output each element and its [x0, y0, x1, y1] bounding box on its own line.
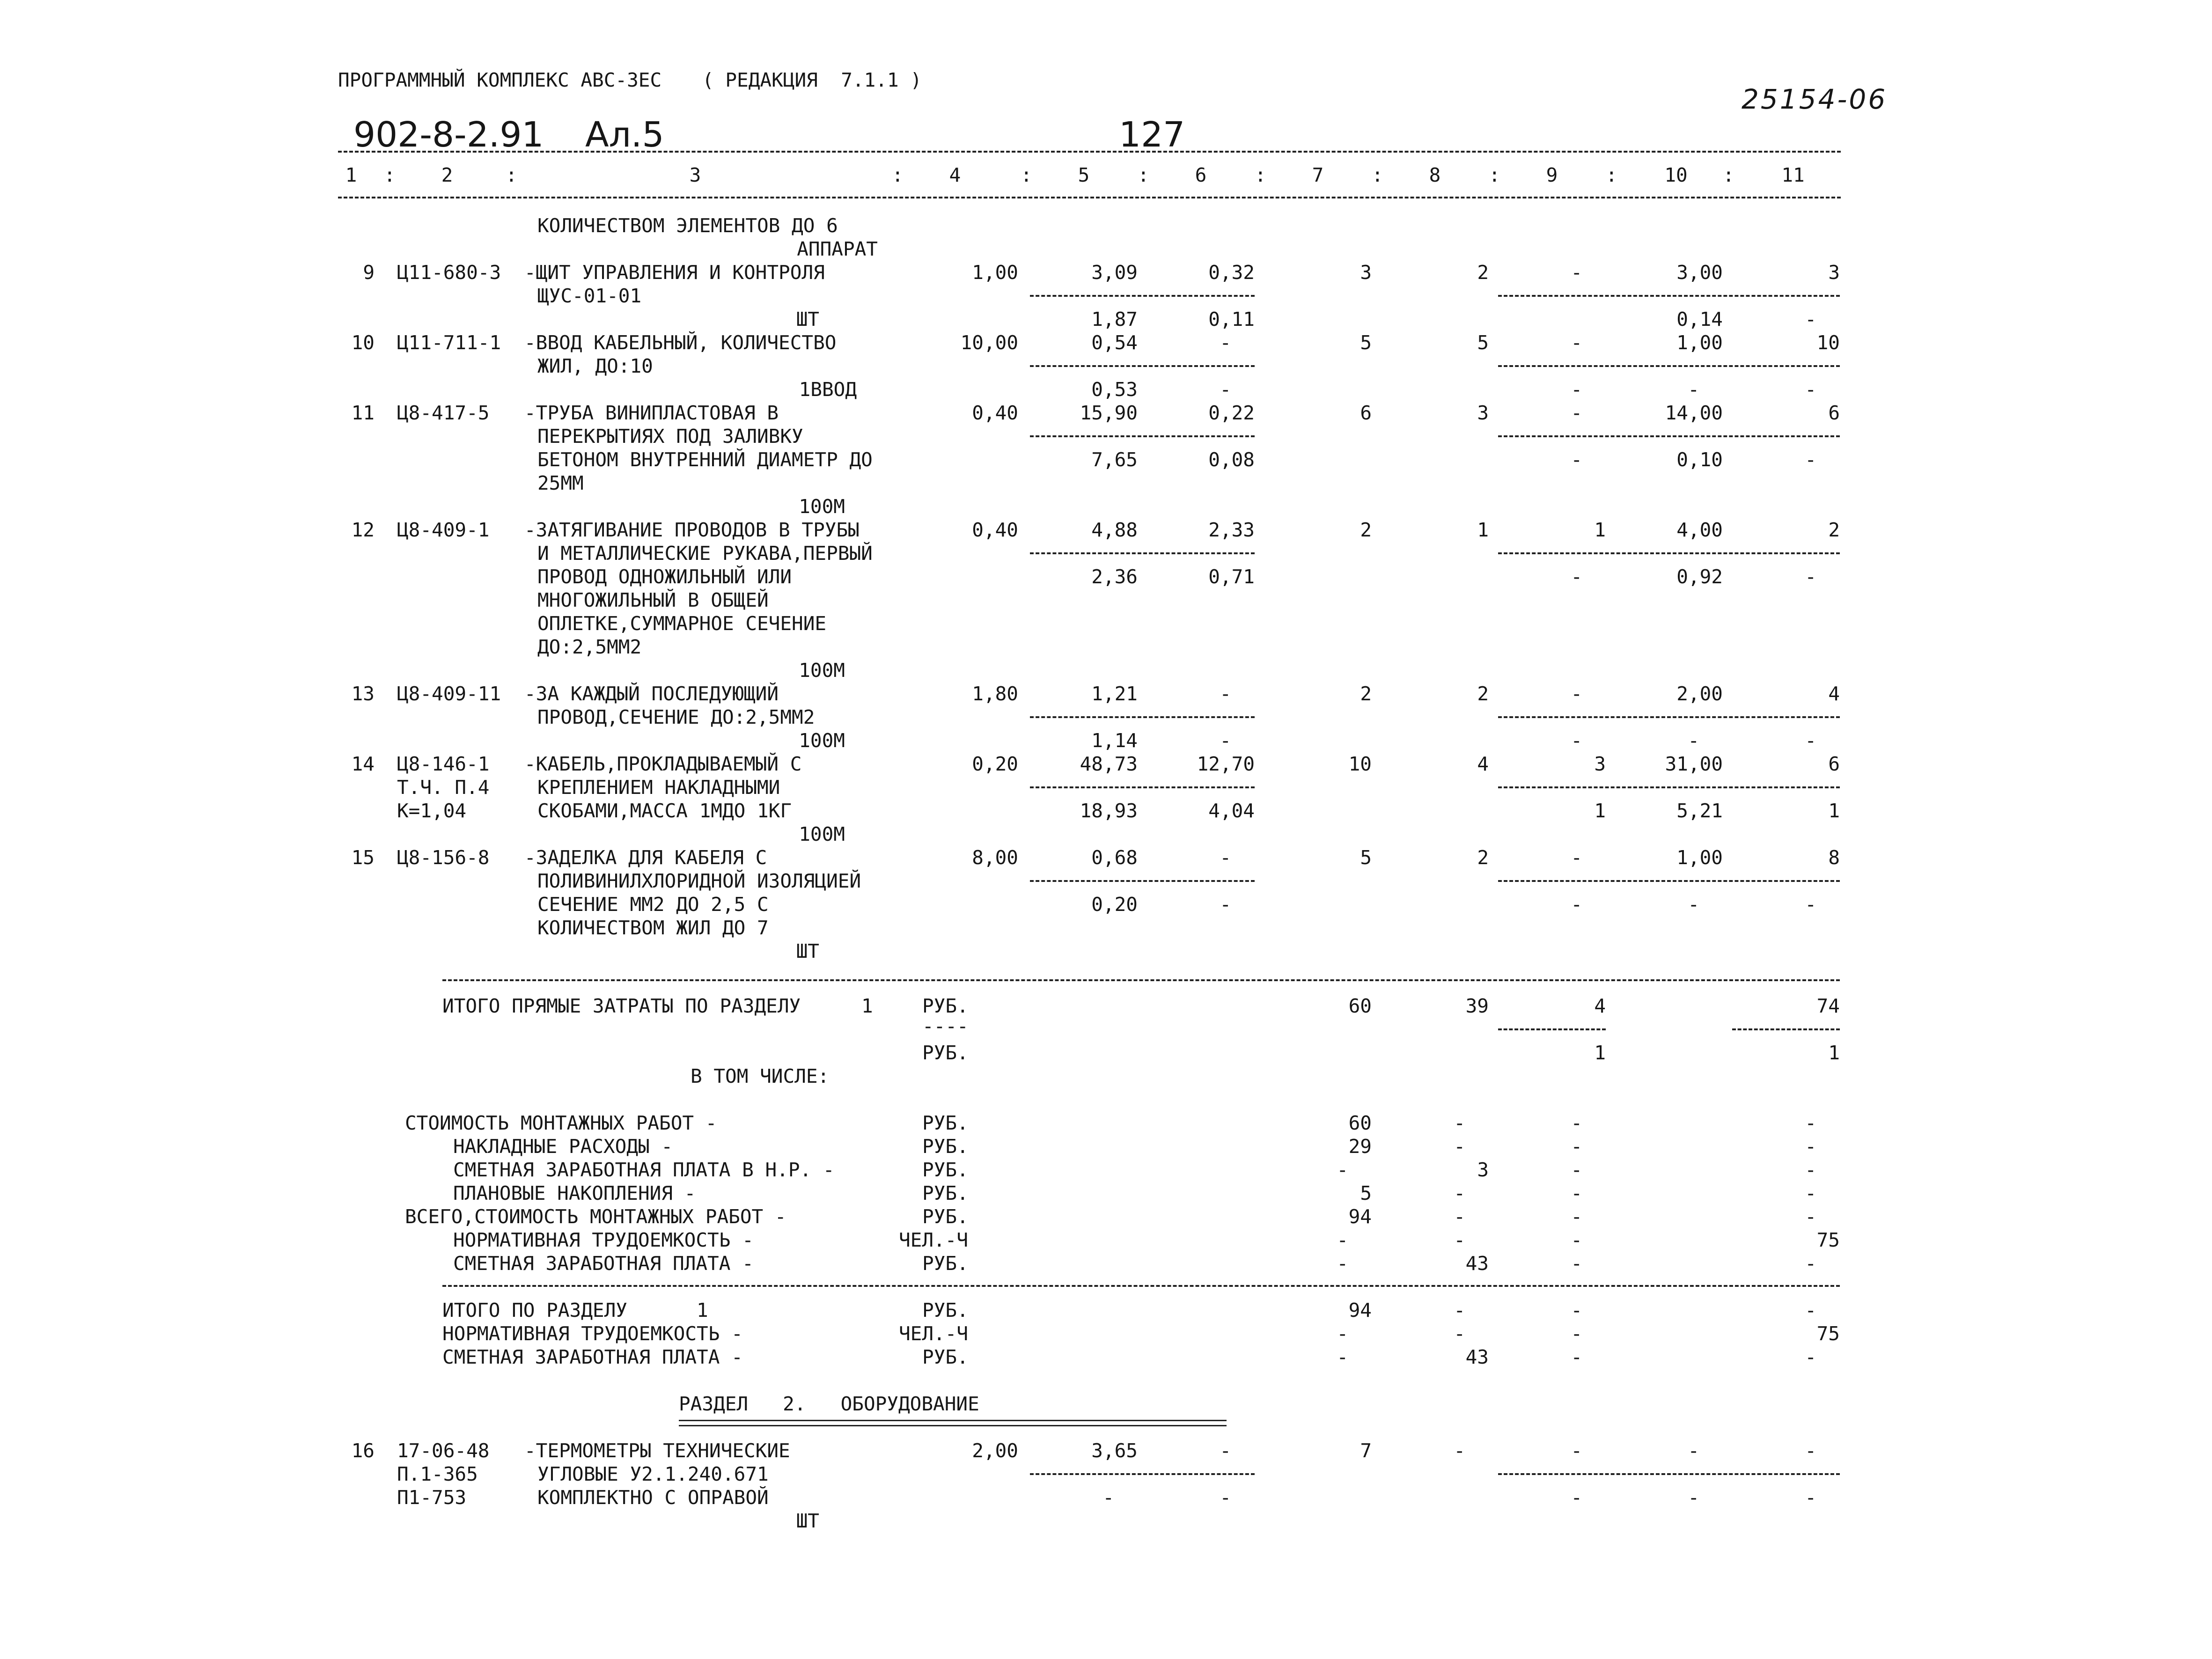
item-description: КОМПЛЕКТНО С ОПРАВОЙ: [537, 1486, 769, 1509]
item-col9-sub: 1: [1594, 800, 1606, 822]
summary-unit: РУБ.: [922, 1182, 969, 1204]
item-col10-sub: 0,10: [1676, 448, 1723, 471]
item-number: 15: [351, 846, 375, 869]
item-description: КОЛИЧЕСТВОМ ЭЛЕМЕНТОВ ДО 6: [537, 214, 838, 237]
item-col10-sub: 0,92: [1676, 565, 1723, 588]
item-col10: 4,00: [1676, 519, 1723, 541]
item-col7: 5: [1360, 331, 1372, 354]
col-5-label: 5: [1078, 164, 1090, 186]
item-col10: 1,00: [1676, 331, 1723, 354]
section-total-unit-underline: ----: [922, 1015, 969, 1037]
summary-col8: -: [1454, 1135, 1465, 1158]
item-col5: 1,21: [1091, 683, 1138, 705]
item-col6-sub: 0,08: [1208, 448, 1255, 471]
item-quantity: 1,00: [972, 261, 1018, 284]
col-7-label: 7: [1312, 164, 1324, 186]
summary-col8: -: [1454, 1205, 1465, 1228]
item-col8: 3: [1477, 402, 1489, 424]
item-unit: ШТ: [796, 940, 819, 962]
item-col9-sub: -: [1571, 448, 1582, 471]
summary-col7: -: [1337, 1229, 1348, 1251]
item-quantity: 2,00: [972, 1439, 1018, 1462]
item-col6: 0,32: [1208, 261, 1255, 284]
item-quantity: 10,00: [960, 331, 1018, 354]
section-total-unit: РУБ.: [922, 995, 969, 1017]
section-total-col9-sub: 1: [1594, 1042, 1606, 1064]
item-col7: 7: [1360, 1439, 1372, 1462]
summary-unit: РУБ.: [922, 1135, 969, 1158]
section-total-col11: 74: [1816, 995, 1840, 1017]
summary-col11: -: [1805, 1252, 1816, 1275]
totals-col11: -: [1805, 1299, 1816, 1321]
col-3-label: 3: [689, 164, 701, 186]
item-description: ПРОВОД ОДНОЖИЛЬНЫЙ ИЛИ: [537, 565, 792, 588]
project-code: 902-8-2.91: [353, 115, 544, 155]
summary-col8: 43: [1465, 1252, 1489, 1275]
item-col5: 0,68: [1091, 846, 1138, 869]
summary-unit: РУБ.: [922, 1252, 969, 1275]
item-number: 12: [351, 519, 375, 541]
item-description: -ЗАДЕЛКА ДЛЯ КАБЕЛЯ С: [524, 846, 767, 869]
item-code: 17-06-48: [397, 1439, 490, 1462]
item-col11-sub: -: [1805, 1486, 1816, 1509]
item-description: МНОГОЖИЛЬНЫЙ В ОБЩЕЙ: [537, 589, 769, 611]
item-description: СЕЧЕНИЕ ММ2 ДО 2,5 С: [537, 893, 769, 916]
totals-col8: -: [1454, 1322, 1465, 1345]
totals-label: НОРМАТИВНАЯ ТРУДОЕМКОСТЬ -: [442, 1322, 743, 1345]
item-code: П.1-365: [397, 1463, 478, 1485]
summary-col9: -: [1571, 1252, 1582, 1275]
summary-col11: -: [1805, 1135, 1816, 1158]
item-number: 13: [351, 683, 375, 705]
item-description: -ТРУБА ВИНИПЛАСТОВАЯ В: [524, 402, 779, 424]
item-col5-sub: 0,20: [1091, 893, 1138, 916]
section-total-col7: 60: [1348, 995, 1372, 1017]
item-number: 11: [351, 402, 375, 424]
item-col10: 31,00: [1665, 753, 1723, 775]
section-2-underline: [679, 1420, 1227, 1426]
item-col6-sub: 4,04: [1208, 800, 1255, 822]
summary-col7: 5: [1360, 1182, 1372, 1204]
item-col11-sub: -: [1805, 308, 1816, 330]
item-number: 14: [351, 753, 375, 775]
item-quantity: 1,80: [972, 683, 1018, 705]
item-col6: -: [1220, 331, 1231, 354]
col-9-label: 9: [1546, 164, 1558, 186]
item-col11: 10: [1816, 331, 1840, 354]
item-col5: 3,09: [1091, 261, 1138, 284]
item-col9: -: [1571, 261, 1582, 284]
item-col10-sub: 0,14: [1676, 308, 1723, 330]
summary-label: СМЕТНАЯ ЗАРАБОТНАЯ ПЛАТА В Н.Р. -: [453, 1159, 835, 1181]
item-col11: 8: [1828, 846, 1840, 869]
item-description: И МЕТАЛЛИЧЕСКИЕ РУКАВА,ПЕРВЫЙ: [537, 542, 873, 565]
item-unit: АППАРАТ: [797, 238, 878, 260]
estimate-page: ПРОГРАММНЫЙ КОМПЛЕКС АВС-3ЕС ( РЕДАКЦИЯ 7.1.1 ) 902-8-2.91 Ал.5 127 25154-06 1 : 2 : 3 : 4 : 5 : 6 : 7 : 8 : 9 : 10 : 11 КОЛИЧЕСТВОМ ЭЛЕМЕНТОВ ДО 6 АППАРАТ 9 Ц11-680-3 -ЩИТ УПРАВЛЕНИЯ И КОНТРОЛЯ ЩУС-01-01 ШТ 1,00 3,09 0,32 3 2 - 3,00 3 1,87 0,11 0,14 - 10 Ц11-711-1 -ВВОД КАБЕЛЬНЫЙ, КОЛИЧЕСТВО ЖИЛ, ДО:10 1ВВОД 10,00 0,54 - 5 5 - 1,00 10 0,53 - - - - 11 Ц8-417-5 -ТРУБА ВИНИПЛАСТОВАЯ В ПЕРЕКРЫТИЯХ ПОД ЗАЛИВКУ БЕТОНОМ ВНУТРЕННИЙ ДИАМЕТР ДО 25ММ 100М 0,40 15,90 0,22 6 3 - 14,00 6 7,65 0,08 - 0,10 - 12 Ц8-409-1 -ЗАТЯГИВАНИЕ ПРОВОДОВ В ТРУБЫ И МЕТАЛЛИЧЕСКИЕ РУКАВА,ПЕРВЫЙ ПРОВОД ОДНОЖИЛЬНЫЙ ИЛИ МНОГОЖИЛЬНЫЙ В ОБЩЕЙ ОПЛЕТКЕ,СУММАРНОЕ СЕЧЕНИЕ ДО:2,5ММ2 100М 0,40 4,88 2,33 2 1 1 4,00 2 2,36 0,71 - 0,92 - 13 Ц8-409-11 -ЗА КАЖДЫЙ ПОСЛЕДУЮЩИЙ ПРОВОД,СЕЧЕНИЕ ДО:2,5ММ2 100М 1,80 1,21 - 2 2 - 2,00 4 1,14 - - - - 14 Ц8-146-1 Т.Ч. П.4 К=1,04 -КАБЕЛЬ,ПРОКЛАДЫВАЕМЫЙ С КРЕПЛЕНИЕМ НАКЛАДНЫМИ СКОБАМИ,МАССА 1МДО 1КГ 100М 0,20 48,73 12,70 10 4 3 31,00 6 18,93 4,04 1 5,21 1 15 Ц8-156-8 -ЗАДЕЛКА ДЛЯ КАБЕЛЯ С ПОЛИВИНИЛХЛОРИДНОЙ ИЗОЛЯЦИЕЙ СЕЧЕНИЕ ММ2 ДО 2,5 С КОЛИЧЕСТВОМ ЖИЛ ДО 7 ШТ 8,00 0,68 - 5 2 - 1,00 8 0,20 - - - - ИТОГО ПРЯМЫЕ ЗАТРАТЫ ПО РАЗДЕЛУ 1 РУБ. ---- 60 39 4 74 РУБ. 1 1 В ТОМ ЧИСЛЕ: СТОИМОСТЬ МОНТАЖНЫХ РАБОТ - РУБ. 60 - - - НАКЛАДНЫЕ РАСХОДЫ - РУБ. 29 - - - СМЕТНАЯ ЗАРАБОТНАЯ ПЛАТА В Н.Р. - РУБ. - 3 - - ПЛАНОВЫЕ НАКОПЛЕНИЯ - РУБ. 5 - - - ВСЕГО,СТОИМОСТЬ МОНТАЖНЫХ РАБОТ - РУБ. 94 - - - НОРМАТИВНАЯ ТРУДОЕМКОСТЬ - ЧЕЛ.-Ч - - - 75 СМЕТНАЯ ЗАРАБОТНАЯ ПЛАТА - РУБ. - 43 - - ИТОГО ПО РАЗДЕЛУ 1 РУБ. 94 - - - НОРМАТИВНАЯ ТРУДОЕМКОСТЬ - ЧЕЛ.-Ч - - - 75 СМЕТНАЯ ЗАРАБОТНАЯ ПЛАТА - РУБ. - 43 - - РАЗДЕЛ 2. ОБОРУДОВАНИЕ 16 17-06-48 П.1-365 П1-753 -ТЕРМОМЕТРЫ ТЕХНИЧЕСКИЕ УГЛОВЫЕ У2.1.240.671 КОМПЛЕКТНО С ОПРАВОЙ ШТ 2,00 3,65 - 7 - - - - - - - - -: [338, 69, 1888, 1532]
including-label: В ТОМ ЧИСЛЕ:: [691, 1065, 830, 1087]
edition-label: ( РЕДАКЦИЯ 7.1.1 ): [702, 69, 922, 91]
totals-col7: 94: [1348, 1299, 1372, 1321]
item-col9: 3: [1594, 753, 1606, 775]
item-col11-sub: -: [1805, 565, 1816, 588]
section-divider: [442, 979, 1840, 981]
summary-col9: -: [1571, 1112, 1582, 1134]
totals-col9: -: [1571, 1299, 1582, 1321]
item-col11-sub: -: [1805, 729, 1816, 752]
summary-col9: -: [1571, 1182, 1582, 1204]
item-col9: -: [1571, 846, 1582, 869]
item-col8: 1: [1477, 519, 1489, 541]
item-col11: -: [1805, 1439, 1816, 1462]
item-col10-sub: -: [1688, 378, 1699, 401]
item-col6: 12,70: [1197, 753, 1255, 775]
item-code: Ц8-156-8: [397, 846, 490, 869]
item-unit: ШТ: [796, 1510, 819, 1532]
item-col10-sub: -: [1688, 893, 1699, 916]
item-col10: 2,00: [1676, 683, 1723, 705]
summary-col11: -: [1805, 1205, 1816, 1228]
item-description: -ВВОД КАБЕЛЬНЫЙ, КОЛИЧЕСТВО: [524, 331, 837, 354]
item-col5-sub: 1,87: [1091, 308, 1138, 330]
item-col11: 6: [1828, 753, 1840, 775]
item-description: ПРОВОД,СЕЧЕНИЕ ДО:2,5ММ2: [537, 706, 815, 728]
item-col5: 3,65: [1091, 1439, 1138, 1462]
item-number: 9: [363, 261, 375, 284]
summary-col7: 60: [1348, 1112, 1372, 1134]
section-total-col9: 4: [1594, 995, 1606, 1017]
item-quantity: 0,20: [972, 753, 1018, 775]
totals-col9: -: [1571, 1346, 1582, 1368]
section-2-title: РАЗДЕЛ 2. ОБОРУДОВАНИЕ: [679, 1393, 979, 1415]
item-col7: 2: [1360, 519, 1372, 541]
col-8-label: 8: [1429, 164, 1441, 186]
item-number: 16: [351, 1439, 375, 1462]
item-col9: -: [1571, 331, 1582, 354]
item-col9-sub: -: [1571, 378, 1582, 401]
section-total-col8: 39: [1465, 995, 1489, 1017]
item-col9-sub: -: [1571, 729, 1582, 752]
page-number: 127: [1119, 115, 1185, 155]
col-6-label: 6: [1195, 164, 1207, 186]
totals-col9: -: [1571, 1322, 1582, 1345]
item-col5: 4,88: [1091, 519, 1138, 541]
item-col9-sub: -: [1571, 1486, 1582, 1509]
item-col5-sub: 1,14: [1091, 729, 1138, 752]
item-description: -КАБЕЛЬ,ПРОКЛАДЫВАЕМЫЙ С: [524, 753, 802, 775]
item-description: УГЛОВЫЕ У2.1.240.671: [537, 1463, 769, 1485]
item-col10-sub: -: [1688, 1486, 1699, 1509]
summary-col7: -: [1337, 1252, 1348, 1275]
item-col11-sub: -: [1805, 378, 1816, 401]
summary-col8: -: [1454, 1112, 1465, 1134]
item-col10: 1,00: [1676, 846, 1723, 869]
section-total-label: ИТОГО ПРЯМЫЕ ЗАТРАТЫ ПО РАЗДЕЛУ: [442, 995, 801, 1017]
item-col11-sub: -: [1805, 448, 1816, 471]
item-code: П1-753: [397, 1486, 467, 1509]
item-col11: 3: [1828, 261, 1840, 284]
item-number: 10: [351, 331, 375, 354]
summary-col11: -: [1805, 1182, 1816, 1204]
summary-col9: -: [1571, 1229, 1582, 1251]
item-unit: 1ВВОД: [799, 378, 857, 401]
item-description: -ЗАТЯГИВАНИЕ ПРОВОДОВ В ТРУБЫ: [524, 519, 860, 541]
totals-col7: -: [1337, 1322, 1348, 1345]
item-unit: 100М: [799, 495, 845, 518]
col-10-label: 10: [1664, 164, 1688, 186]
section-number: 1: [861, 995, 873, 1017]
item-col5: 0,54: [1091, 331, 1138, 354]
item-description: КОЛИЧЕСТВОМ ЖИЛ ДО 7: [537, 917, 769, 939]
totals-unit: РУБ.: [922, 1299, 969, 1321]
summary-label: ВСЕГО,СТОИМОСТЬ МОНТАЖНЫХ РАБОТ -: [405, 1205, 786, 1228]
summary-col7: 29: [1348, 1135, 1372, 1158]
item-col11: 6: [1828, 402, 1840, 424]
totals-col11: 75: [1816, 1322, 1840, 1345]
item-col10-sub: -: [1688, 729, 1699, 752]
item-col10-sub: 5,21: [1676, 800, 1723, 822]
col-1-label: 1: [345, 164, 357, 186]
item-col10: 3,00: [1676, 261, 1723, 284]
summary-divider: [442, 1285, 1840, 1287]
summary-label: СМЕТНАЯ ЗАРАБОТНАЯ ПЛАТА -: [453, 1252, 754, 1275]
item-col11-sub: -: [1805, 893, 1816, 916]
item-col8: 4: [1477, 753, 1489, 775]
item-col10: -: [1688, 1439, 1699, 1462]
item-col9: 1: [1594, 519, 1606, 541]
item-col5-sub: -: [1102, 1486, 1114, 1509]
item-col6: 0,22: [1208, 402, 1255, 424]
item-code: Ц11-711-1: [397, 331, 501, 354]
col-4-label: 4: [949, 164, 961, 186]
item-col11: 4: [1828, 683, 1840, 705]
item-code: Ц8-417-5: [397, 402, 490, 424]
item-description: ОПЛЕТКЕ,СУММАРНОЕ СЕЧЕНИЕ: [537, 612, 827, 635]
item-col8: 5: [1477, 331, 1489, 354]
item-col8: 2: [1477, 683, 1489, 705]
item-code: Ц8-146-1: [397, 753, 490, 775]
item-col8: 2: [1477, 261, 1489, 284]
item-col11: 2: [1828, 519, 1840, 541]
item-col7: 2: [1360, 683, 1372, 705]
item-description: БЕТОНОМ ВНУТРЕННИЙ ДИАМЕТР ДО: [537, 448, 873, 471]
item-col8: -: [1454, 1439, 1465, 1462]
summary-col8: -: [1454, 1229, 1465, 1251]
item-description: ПЕРЕКРЫТИЯХ ПОД ЗАЛИВКУ: [537, 425, 803, 448]
item-col6: -: [1220, 683, 1231, 705]
item-description: 25ММ: [537, 472, 584, 494]
item-col6-sub: -: [1220, 378, 1231, 401]
item-col6: -: [1220, 1439, 1231, 1462]
summary-col7: 94: [1348, 1205, 1372, 1228]
summary-col11: -: [1805, 1159, 1816, 1181]
item-col7: 6: [1360, 402, 1372, 424]
item-col9: -: [1571, 1439, 1582, 1462]
summary-col8: -: [1454, 1182, 1465, 1204]
handwritten-stamp: 25154-06: [1742, 83, 1888, 115]
section-total-col11-sub: 1: [1828, 1042, 1840, 1064]
item-unit: 100М: [799, 729, 845, 752]
item-description: -ТЕРМОМЕТРЫ ТЕХНИЧЕСКИЕ: [524, 1439, 790, 1462]
summary-unit: ЧЕЛ.-Ч: [899, 1229, 969, 1251]
item-col9-sub: -: [1571, 565, 1582, 588]
item-unit: ШТ: [796, 308, 819, 330]
summary-col11: -: [1805, 1112, 1816, 1134]
item-code: Ц11-680-3: [397, 261, 501, 284]
column-header-divider: [338, 197, 1841, 198]
totals-col7: -: [1337, 1346, 1348, 1368]
col-11-label: 11: [1781, 164, 1805, 186]
item-description: ДО:2,5ММ2: [537, 636, 642, 658]
item-unit: 100М: [799, 659, 845, 682]
totals-col8: -: [1454, 1299, 1465, 1321]
item-col7: 3: [1360, 261, 1372, 284]
totals-col11: -: [1805, 1346, 1816, 1368]
item-col7: 10: [1348, 753, 1372, 775]
program-title: ПРОГРАММНЫЙ КОМПЛЕКС АВС-3ЕС: [338, 69, 662, 91]
item-col6-sub: 0,71: [1208, 565, 1255, 588]
totals-col8: 43: [1465, 1346, 1489, 1368]
item-code: Т.Ч. П.4: [397, 776, 490, 799]
item-code: Ц8-409-1: [397, 519, 490, 541]
col-2-label: 2: [441, 164, 453, 186]
item-unit: 100М: [799, 823, 845, 845]
item-description: -ЩИТ УПРАВЛЕНИЯ И КОНТРОЛЯ: [524, 261, 825, 284]
item-quantity: 0,40: [972, 519, 1018, 541]
item-col9: -: [1571, 683, 1582, 705]
item-col5-sub: 18,93: [1080, 800, 1138, 822]
item-col6-sub: -: [1220, 893, 1231, 916]
header-divider: [338, 151, 1841, 153]
summary-unit: РУБ.: [922, 1112, 969, 1134]
summary-col7: -: [1337, 1159, 1348, 1181]
item-col5-sub: 0,53: [1091, 378, 1138, 401]
item-col11-sub: 1: [1828, 800, 1840, 822]
item-col5-sub: 2,36: [1091, 565, 1138, 588]
item-col9: -: [1571, 402, 1582, 424]
item-description: ЖИЛ, ДО:10: [537, 355, 653, 377]
section-total-unit: РУБ.: [922, 1042, 969, 1064]
totals-unit: РУБ.: [922, 1346, 969, 1368]
item-col6-sub: 0,11: [1208, 308, 1255, 330]
item-description: ПОЛИВИНИЛХЛОРИДНОЙ ИЗОЛЯЦИЕЙ: [537, 870, 861, 892]
summary-unit: РУБ.: [922, 1205, 969, 1228]
item-description: ЩУС-01-01: [537, 285, 642, 307]
item-col7: 5: [1360, 846, 1372, 869]
summary-col9: -: [1571, 1205, 1582, 1228]
item-description: -ЗА КАЖДЫЙ ПОСЛЕДУЮЩИЙ: [524, 683, 779, 705]
totals-label: СМЕТНАЯ ЗАРАБОТНАЯ ПЛАТА -: [442, 1346, 743, 1368]
item-col5: 48,73: [1080, 753, 1138, 775]
item-quantity: 8,00: [972, 846, 1018, 869]
item-code: Ц8-409-11: [397, 683, 501, 705]
summary-label: НОРМАТИВНАЯ ТРУДОЕМКОСТЬ -: [453, 1229, 754, 1251]
totals-label: ИТОГО ПО РАЗДЕЛУ 1: [442, 1299, 708, 1321]
totals-unit: ЧЕЛ.-Ч: [899, 1322, 969, 1345]
item-code: К=1,04: [397, 800, 467, 822]
item-quantity: 0,40: [972, 402, 1018, 424]
summary-label: СТОИМОСТЬ МОНТАЖНЫХ РАБОТ -: [405, 1112, 717, 1134]
summary-unit: РУБ.: [922, 1159, 969, 1181]
item-col6: 2,33: [1208, 519, 1255, 541]
item-col10: 14,00: [1665, 402, 1723, 424]
summary-col9: -: [1571, 1135, 1582, 1158]
summary-label: НАКЛАДНЫЕ РАСХОДЫ -: [453, 1135, 673, 1158]
summary-label: ПЛАНОВЫЕ НАКОПЛЕНИЯ -: [453, 1182, 696, 1204]
summary-col8: 3: [1477, 1159, 1489, 1181]
item-col8: 2: [1477, 846, 1489, 869]
item-col5: 15,90: [1080, 402, 1138, 424]
summary-col9: -: [1571, 1159, 1582, 1181]
item-col9-sub: -: [1571, 893, 1582, 916]
item-description: КРЕПЛЕНИЕМ НАКЛАДНЫМИ: [537, 776, 780, 799]
album-number: Ал.5: [585, 115, 664, 155]
item-col6-sub: -: [1220, 729, 1231, 752]
item-col6: -: [1220, 846, 1231, 869]
item-col6-sub: -: [1220, 1486, 1231, 1509]
summary-col11: 75: [1816, 1229, 1840, 1251]
item-description: СКОБАМИ,МАССА 1МДО 1КГ: [537, 800, 792, 822]
item-col5-sub: 7,65: [1091, 448, 1138, 471]
